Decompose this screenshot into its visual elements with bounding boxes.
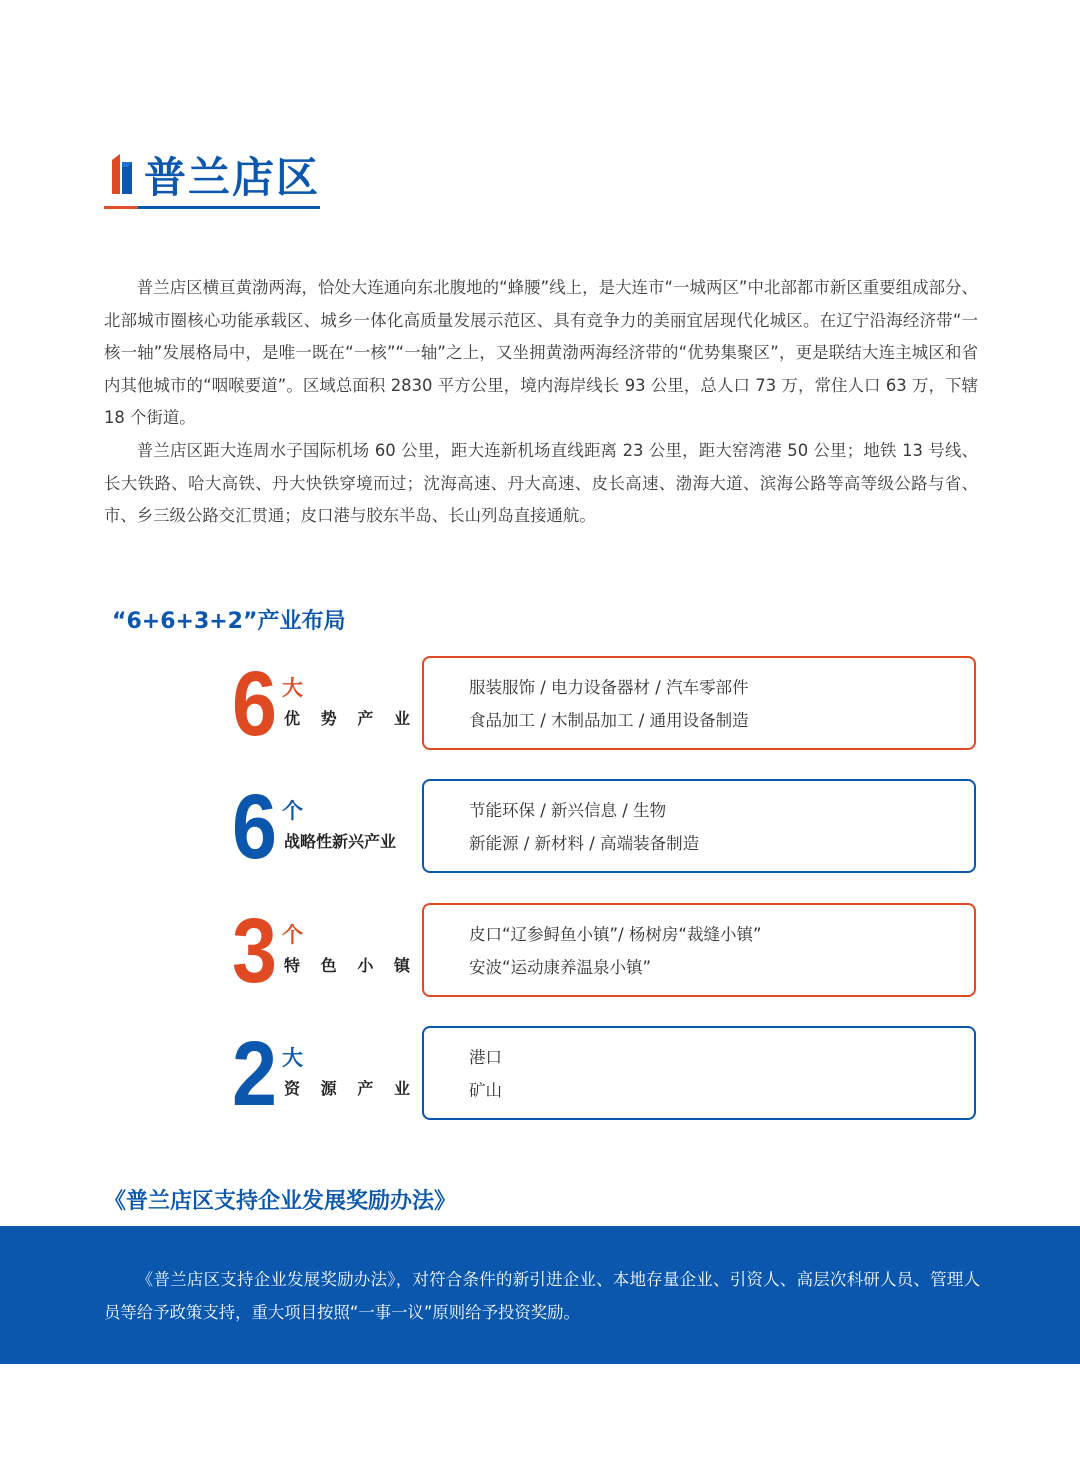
intro-text	[104, 272, 978, 533]
category-number: 3	[232, 900, 278, 1002]
category-line: 安波“运动康养温泉小镇”	[469, 958, 652, 977]
page-title-block	[104, 150, 320, 212]
intro-paragraph: 普兰店区距大连周水子国际机场 60 公里，距大连新机场直线距离 23 公里，距大窑湾港 50 公里；地铁 13 号线、长大铁路、哈大高铁、丹大快铁穿境而过；沈海高速、丹大高速、皮长高速、渤海大道、滨海公路等高等级公路与省、市、乡三级公路交汇贯通；皮口港与胶东半岛、长山列岛直接通航。	[104, 440, 978, 526]
industry-category-strategic	[232, 776, 978, 878]
category-label: 优 势 产 业	[284, 709, 410, 728]
category-box	[422, 779, 976, 873]
category-number: 2	[232, 1023, 278, 1125]
category-label: 战略性新兴产业	[284, 832, 397, 851]
category-label: 资 源 产 业	[284, 1079, 410, 1098]
category-number: 6	[232, 653, 278, 755]
category-box	[422, 656, 976, 750]
category-line: 矿山	[469, 1081, 502, 1100]
policy-heading: 《普兰店区支持企业发展奖励办法》	[104, 1189, 457, 1214]
page-title: 普兰店区	[144, 153, 321, 202]
category-unit: 个	[282, 923, 303, 947]
title-underline	[104, 206, 320, 209]
category-unit: 大	[282, 1046, 303, 1070]
category-line: 港口	[469, 1048, 502, 1067]
category-unit: 大	[282, 676, 303, 700]
category-box	[422, 903, 976, 997]
category-label: 特 色 小 镇	[284, 956, 410, 975]
category-box	[422, 1026, 976, 1120]
industry-heading: “6+6+3+2”产业布局	[112, 609, 346, 634]
category-line: 新能源 / 新材料 / 高端装备制造	[469, 834, 700, 853]
category-unit: 个	[282, 799, 303, 823]
category-line: 皮口“辽参鲟鱼小镇”/ 杨树房“裁缝小镇”	[469, 925, 762, 944]
industry-category-advantage	[232, 653, 978, 755]
category-line: 食品加工 / 木制品加工 / 通用设备制造	[469, 711, 749, 730]
intro-paragraph: 普兰店区横亘黄渤两海，恰处大连通向东北腹地的“蜂腰”线上，是大连市“一城两区”中北部都市新区重要组成部分、北部城市圈核心功能承载区、城乡一体化高质量发展示范区、具有竞争力的美丽宜居现代化城区。在辽宁沿海经济带“一核一轴”发展格局中，是唯一既在“一核”“一轴”之上，又坐拥黄渤两海经济带的“优势集聚区”，更是联结大连主城区和省内其他城市的“咽喉要道”。区域总面积 2830 平方公里，境内海岸线长 93 公里，总人口 73 万，常住人口 63 万，下辖 18 个街道。	[104, 278, 978, 428]
policy-text: 《普兰店区支持企业发展奖励办法》，对符合条件的新引进企业、本地存量企业、引资人、高层次科研人员、管理人员等给予政策支持，重大项目按照“一事一议”原则给予投资奖励。	[104, 1270, 980, 1322]
industry-category-towns	[232, 900, 978, 1002]
category-line: 服装服饰 / 电力设备器材 / 汽车零部件	[469, 678, 749, 697]
industry-category-resources	[232, 1023, 978, 1125]
category-number: 6	[232, 776, 278, 878]
building-bars-icon	[108, 154, 138, 198]
category-line: 节能环保 / 新兴信息 / 生物	[469, 801, 667, 820]
